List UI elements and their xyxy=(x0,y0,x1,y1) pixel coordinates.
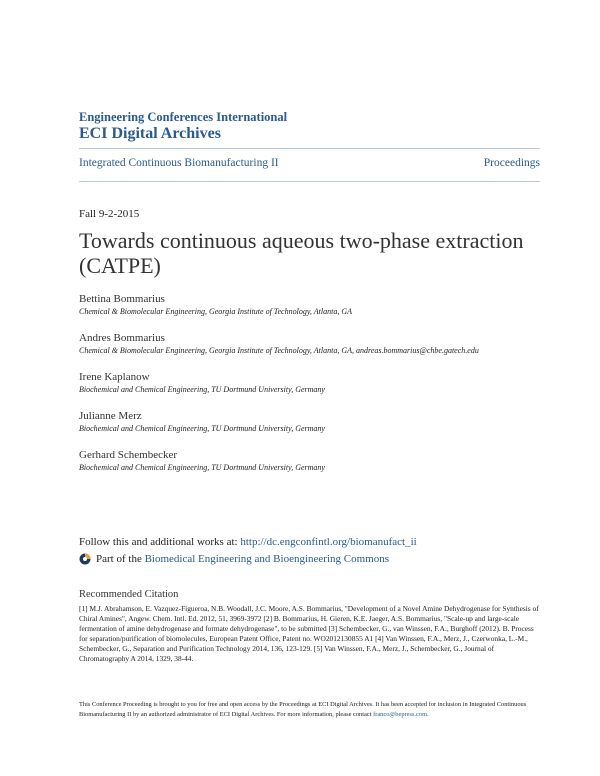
author-name: Andres Bommarius xyxy=(79,332,165,344)
follow-link[interactable]: http://dc.engconfintl.org/biomanufact_ii xyxy=(240,536,417,548)
author-affiliation: Biochemical and Chemical Engineering, TU Dortmund University, Germany xyxy=(79,463,325,472)
publication-date: Fall 9-2-2015 xyxy=(79,208,140,220)
org-name: Engineering Conferences International xyxy=(79,110,288,124)
footer-note xyxy=(79,700,542,719)
citation-text: [1] M.J. Abrahamson, E. Vazquez-Figueroa, N.B. Woodall, J.C. Moore, A.S. Bommarius, "Development of a Novel Amine Dehydrogenase for Synthesis of Chiral Amines", Angew. Chem. Intl. Ed. 2012, 51, 3969-3972 [2] B. Bommarius, H. Gieren, K.E. Jaeger, A.S. Bommarius, "Scale-up and large-scale fermentation of amine dehydrogenase and formate dehydrogenase", to be submitted [3] Schembecker, G., van Winssen, F.A., Burghoff (2012). B. Process for separation/purification of biomolecules, European Patent Office, Patent no. WO2012130855 A1 [4] Van Winssen, F.A., Merz, J., Czerwonka, L.-M., Schembecker, G., Separation and Purification Technology 2014, 136, 123-129. [5] Van Winssen, F.A., Merz, J., Schembecker, G., Journal of Chromatography A 2014, 1329, 38-44. xyxy=(79,604,539,663)
archive-name: ECI Digital Archives xyxy=(79,125,221,142)
page-title: Towards continuous aqueous two-phase extraction (CATPE) xyxy=(79,228,524,278)
author-name: Julianne Merz xyxy=(79,410,142,422)
part-of-line xyxy=(79,553,389,565)
author-entry xyxy=(79,448,549,473)
author-affiliation: Chemical & Biomolecular Engineering, Georgia Institute of Technology, Atlanta, GA, andreas.bommarius@chbe.gatech.edu xyxy=(79,346,479,355)
author-name: Gerhard Schembecker xyxy=(79,449,178,461)
follow-line xyxy=(79,536,417,548)
author-name: Bettina Bommarius xyxy=(79,293,165,305)
contact-email-link[interactable]: franco@bepress.com. xyxy=(373,710,429,718)
author-list xyxy=(79,292,549,487)
author-entry xyxy=(79,292,549,317)
header xyxy=(79,110,287,144)
top-divider xyxy=(79,148,540,149)
proceedings-link[interactable]: Proceedings xyxy=(483,157,540,169)
partof-prefix: Part of the xyxy=(96,553,142,565)
author-name: Irene Kaplanow xyxy=(79,371,150,383)
follow-prefix: Follow this and additional works at: xyxy=(79,536,241,548)
author-entry xyxy=(79,370,549,395)
author-entry xyxy=(79,331,549,356)
author-affiliation: Chemical & Biomolecular Engineering, Georgia Institute of Technology, Atlanta, GA xyxy=(79,307,353,316)
breadcrumb-nav xyxy=(79,157,540,169)
bottom-divider xyxy=(79,181,540,182)
network-logo-icon xyxy=(79,553,91,565)
footer-text: This Conference Proceeding is brought to you for free and open access by the Proceedings at ECI Digital Archives. It has been accepted for inclusion in Integrated Continuous Biomanufacturing II by an authorized administrator of ECI Digital Archives. For more information, please contact xyxy=(79,701,527,718)
commons-link[interactable]: Biomedical Engineering and Bioengineering Commons xyxy=(144,553,389,565)
author-affiliation: Biochemical and Chemical Engineering, TU Dortmund University, Germany xyxy=(79,385,325,394)
recommended-citation-heading: Recommended Citation xyxy=(79,589,179,600)
author-entry xyxy=(79,409,549,434)
author-affiliation: Biochemical and Chemical Engineering, TU Dortmund University, Germany xyxy=(79,424,325,433)
series-link[interactable]: Integrated Continuous Biomanufacturing II xyxy=(79,157,279,169)
